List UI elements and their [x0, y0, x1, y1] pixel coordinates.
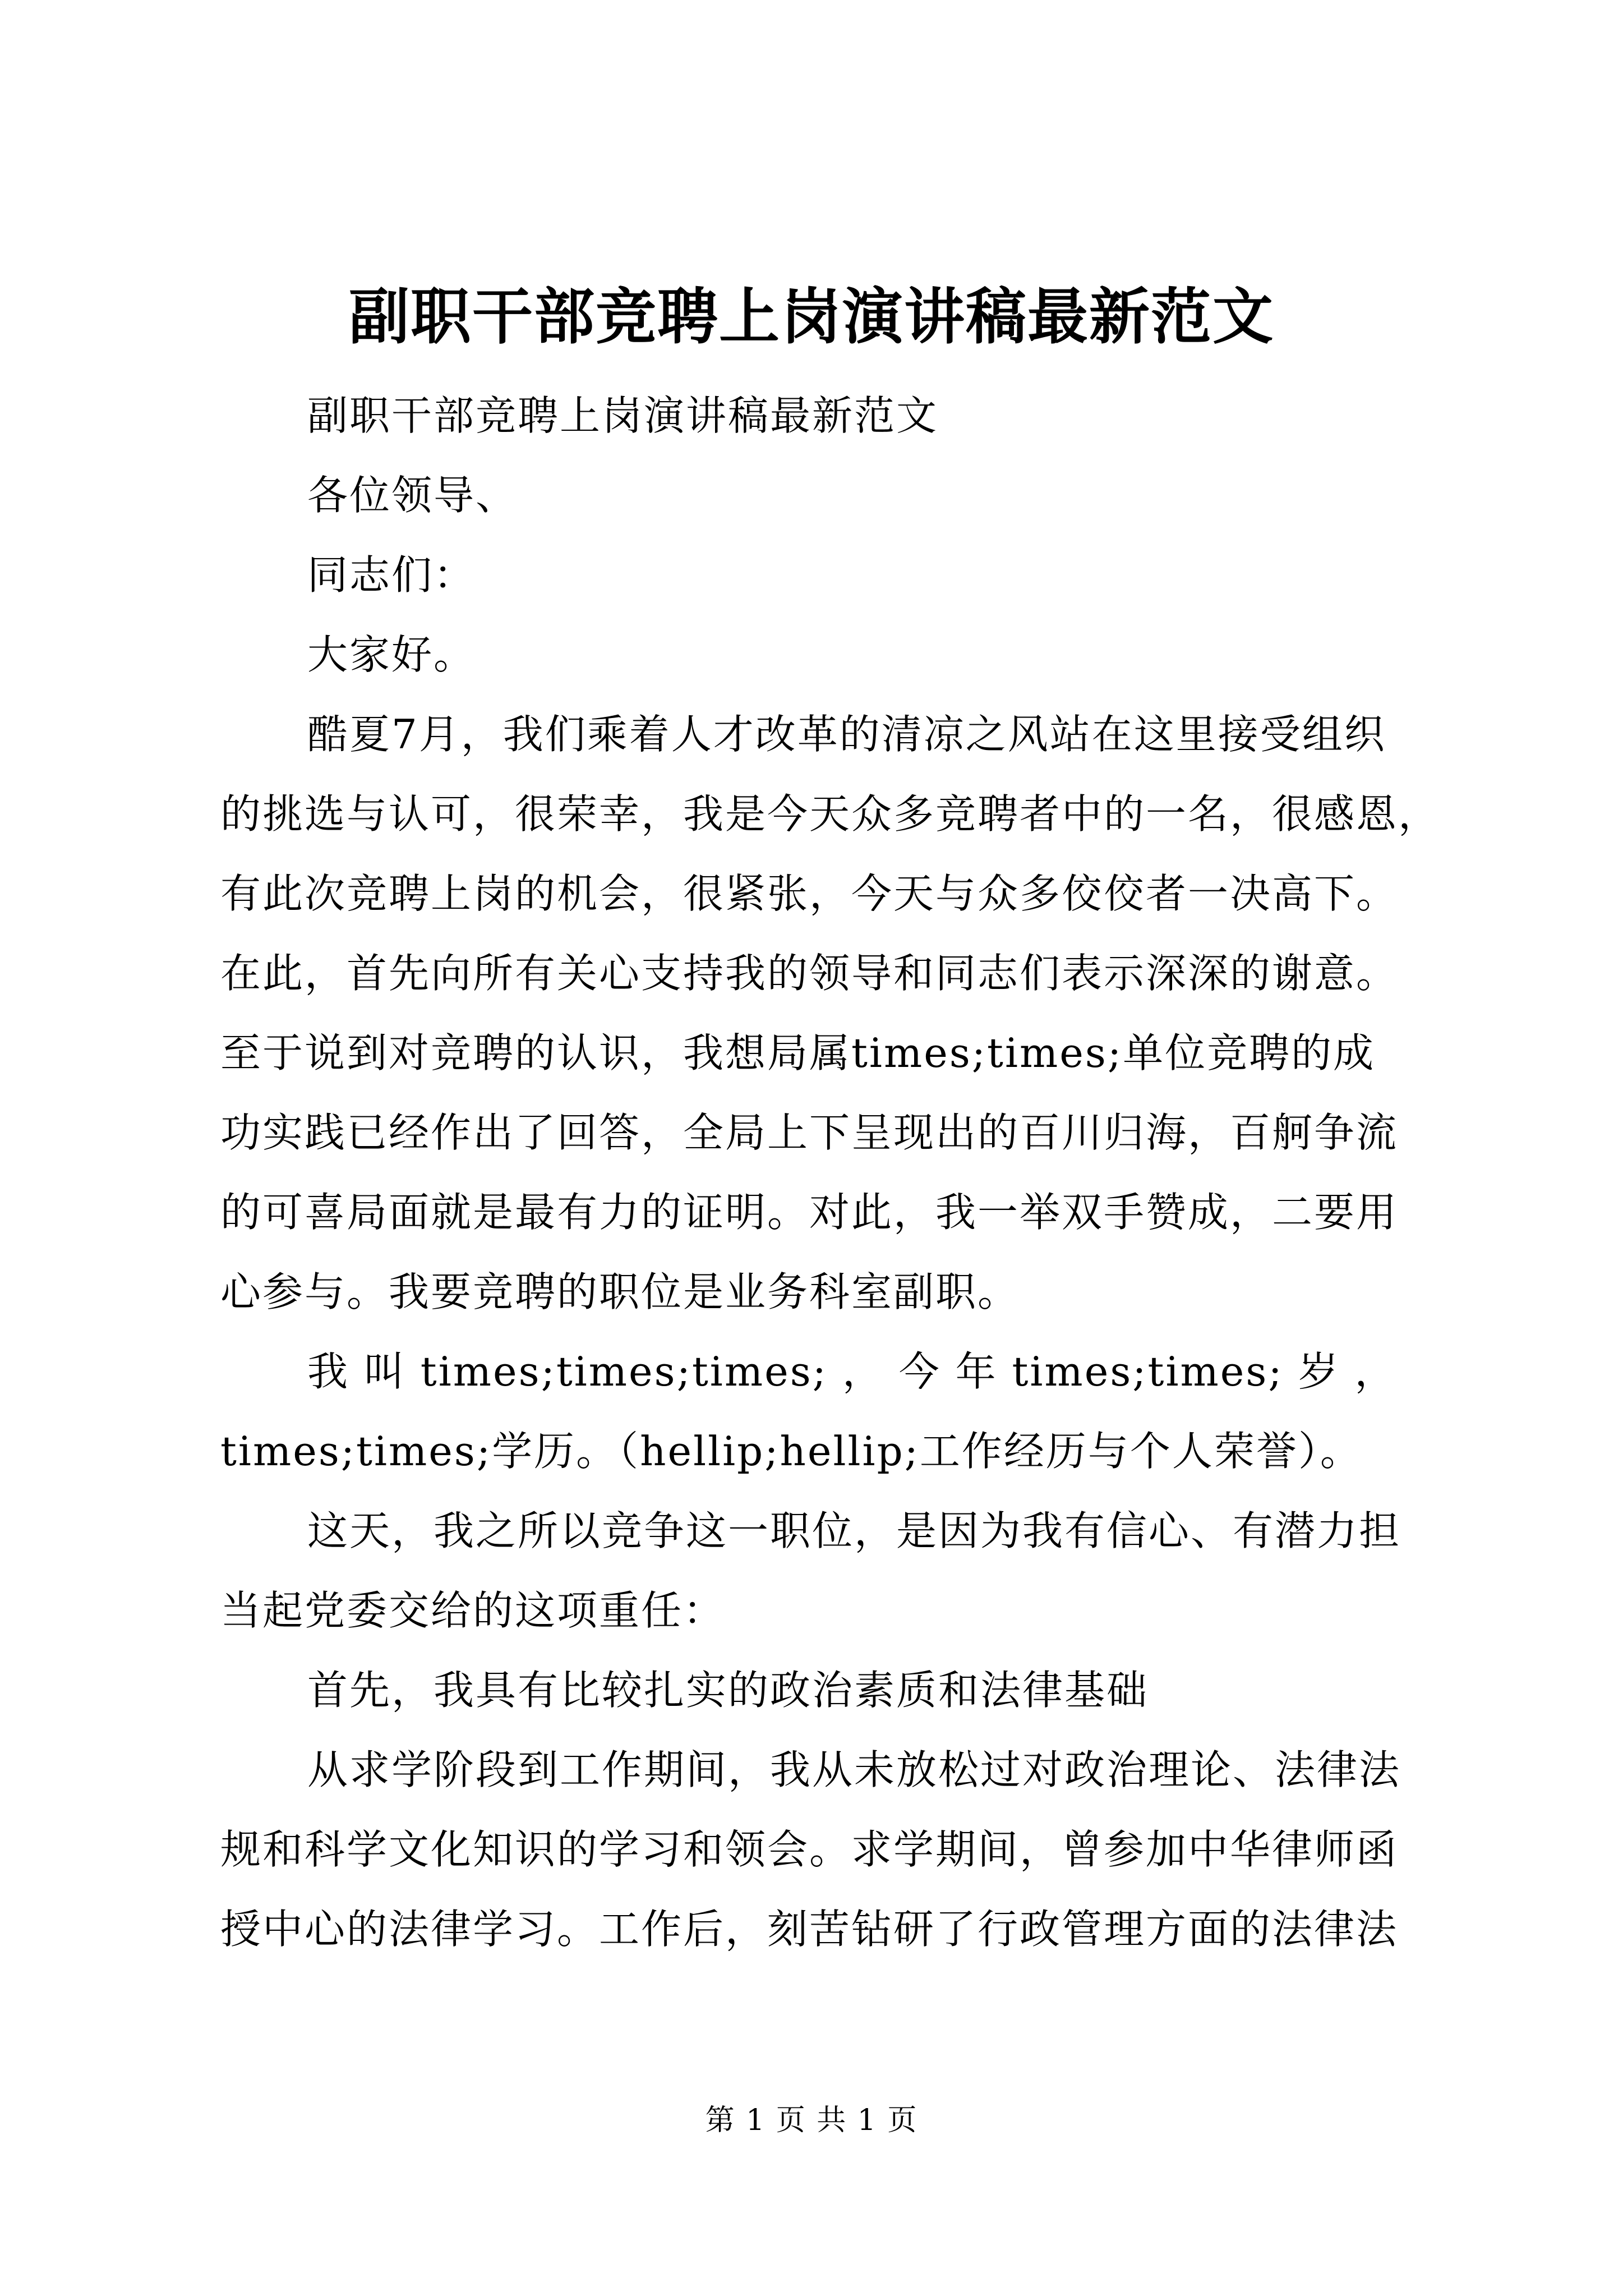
body-line: 这天，我之所以竞争这一职位，是因为我有信心、有潜力担	[307, 1507, 1401, 1554]
body-line: 的挑选与认可，很荣幸，我是今天众多竞聘者中的一名，很感恩，	[220, 790, 1441, 838]
body-line: 我 叫 times;times;times; ， 今 年 times;times; 岁 ，	[307, 1348, 1397, 1395]
body-line: 酷夏7月，我们乘着人才改革的清凉之风站在这里接受组织	[307, 711, 1386, 758]
body-line: 各位领导、	[307, 472, 518, 519]
body-line: 当起党委交给的这项重任：	[220, 1587, 726, 1634]
document-title: 副职干部竞聘上岗演讲稿最新范文	[348, 282, 1274, 352]
body-line: 规和科学文化知识的学习和领会。求学期间，曾参加中华律师函	[220, 1826, 1399, 1873]
document-body	[220, 376, 1441, 1969]
body-line: 首先，我具有比较扎实的政治素质和法律基础	[307, 1667, 1149, 1714]
body-line: 在此，首先向所有关心支持我的领导和同志们表示深深的谢意。	[220, 950, 1399, 997]
body-line: 心参与。我要竞聘的职位是业务科室副职。	[220, 1268, 1020, 1315]
body-line: 副职干部竞聘上岗演讲稿最新范文	[307, 392, 939, 439]
body-line: 至于说到对竞聘的认识，我想局属times;times;单位竞聘的成	[220, 1029, 1376, 1076]
body-line: times;times;学历。（hellip;hellip;工作经历与个人荣誉）。	[220, 1428, 1362, 1475]
body-line: 有此次竞聘上岗的机会，很紧张，今天与众多佼佼者一决高下。	[220, 870, 1399, 917]
body-line: 的可喜局面就是最有力的证明。对此，我一举双手赞成，二要用	[220, 1189, 1399, 1236]
body-line: 授中心的法律学习。工作后，刻苦钻研了行政管理方面的法律法	[220, 1906, 1399, 1953]
body-line: 功实践已经作出了回答，全局上下呈现出的百川归海，百舸争流	[220, 1109, 1399, 1156]
page-footer: 第 1 页 共 1 页	[705, 2104, 918, 2137]
body-line: 从求学阶段到工作期间，我从未放松过对政治理论、法律法	[307, 1746, 1401, 1793]
body-line: 大家好。	[307, 631, 476, 678]
body-line: 同志们：	[307, 551, 476, 599]
